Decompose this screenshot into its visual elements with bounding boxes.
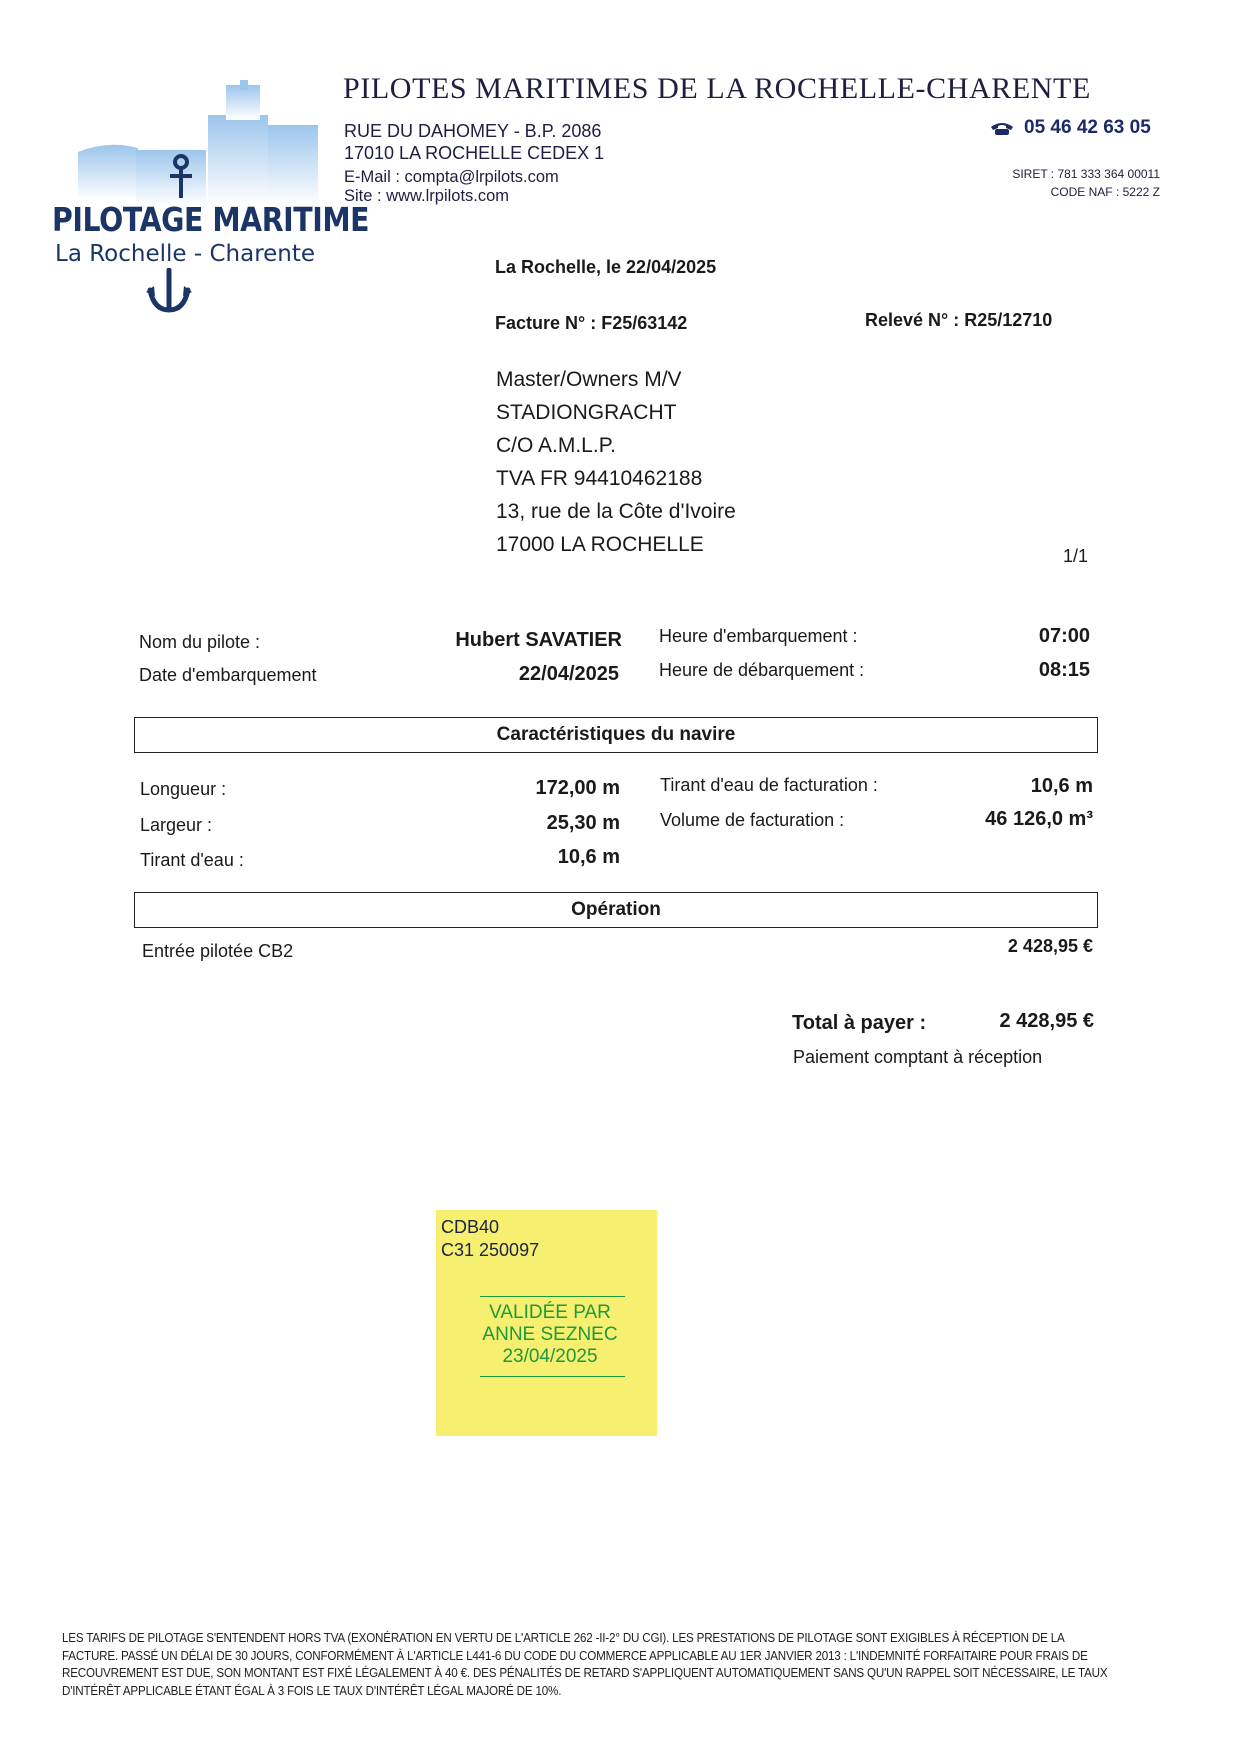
- logo-title: PILOTAGE MARITIME: [52, 200, 370, 239]
- address-line-2: 17010 LA ROCHELLE CEDEX 1: [344, 143, 605, 163]
- recipient-line: 13, rue de la Côte d'Ivoire: [496, 500, 736, 523]
- invoice-number: Facture N° : F25/63142: [495, 313, 688, 333]
- width-value: 25,30 m: [546, 812, 620, 834]
- total-label: Total à payer :: [792, 1012, 927, 1034]
- stamp-rule-bottom: [480, 1376, 625, 1377]
- code-naf: CODE NAF : 5222 Z: [1050, 185, 1160, 199]
- boarding-time-value: 07:00: [1038, 625, 1090, 647]
- address-line-1: RUE DU DAHOMEY - B.P. 2086: [344, 121, 602, 141]
- website[interactable]: Site : www.lrpilots.com: [344, 187, 510, 205]
- page-number: 1/1: [1063, 546, 1089, 566]
- billing-volume-value: 46 126,0 m³: [985, 808, 1093, 830]
- disembark-time-value: 08:15: [1038, 659, 1090, 681]
- statement-number: Relevé N° : R25/12710: [865, 310, 1053, 330]
- billing-draft-label: Tirant d'eau de facturation :: [660, 775, 878, 795]
- recipient-line: Master/Owners M/V: [496, 368, 682, 391]
- stamp-line-2: ANNE SEZNEC: [482, 1324, 618, 1345]
- draft-label: Tirant d'eau :: [140, 850, 244, 870]
- operation-amount: 2 428,95 €: [1007, 936, 1093, 956]
- recipient-line: STADIONGRACHT: [496, 401, 677, 424]
- vessel-section-header: [134, 717, 1098, 753]
- boarding-date-label: Date d'embarquement: [139, 665, 317, 685]
- telephone-icon: [990, 121, 1014, 135]
- sticky-note-line-1: CDB40: [441, 1217, 500, 1237]
- sticky-note-line-2: C31 250097: [441, 1240, 540, 1260]
- company-name: PILOTES MARITIMES DE LA ROCHELLE-CHARENTE: [343, 72, 1091, 105]
- billing-volume-label: Volume de facturation :: [660, 810, 845, 830]
- operation-section-title: Opération: [571, 899, 661, 920]
- phone-number[interactable]: 05 46 42 63 05: [1024, 117, 1151, 138]
- stamp-rule-top: [480, 1296, 625, 1297]
- draft-value: 10,6 m: [557, 846, 620, 868]
- vessel-section-title: Caractéristiques du navire: [496, 724, 736, 745]
- pilot-name-value: Hubert SAVATIER: [455, 629, 622, 651]
- anchor-icon: [146, 268, 192, 316]
- logo-subtitle: La Rochelle - Charente: [55, 241, 316, 267]
- recipient-line: 17000 LA ROCHELLE: [496, 533, 704, 556]
- recipient-line: C/O A.M.L.P.: [496, 434, 616, 457]
- boarding-date-value: 22/04/2025: [518, 663, 619, 685]
- boarding-time-label: Heure d'embarquement :: [659, 626, 858, 646]
- stamp-line-1: VALIDÉE PAR: [489, 1302, 611, 1323]
- billing-draft-value: 10,6 m: [1030, 775, 1093, 797]
- width-label: Largeur :: [140, 815, 213, 835]
- length-label: Longueur :: [140, 779, 227, 799]
- operation-section-header: [134, 892, 1098, 928]
- operation-label: Entrée pilotée CB2: [142, 941, 294, 961]
- recipient-line: TVA FR 94410462188: [496, 467, 703, 490]
- email[interactable]: E-Mail : compta@lrpilots.com: [344, 168, 559, 186]
- pilot-name-label: Nom du pilote :: [139, 632, 261, 652]
- validation-stamp: [470, 1302, 630, 1368]
- siret: SIRET : 781 333 364 00011: [1012, 167, 1160, 181]
- disembark-time-label: Heure de débarquement :: [659, 660, 865, 680]
- legal-footer: LES TARIFS DE PILOTAGE S'ENTENDENT HORS TVA (EXONÉRATION EN VERTU DE L'ARTICLE 262 -II-2° DU CGI). LES PRESTATIONS DE PILOTAGE SONT EXIGIBLES À RÉCEPTION DE LA FACTURE. PASSÉ UN DÉLAI DE 30 JOURS, CONFORMÉMENT À L'ARTICLE L441-6 DU CODE DU COMMERCE APPLICABLE AU 1ER JANVIER 2013 : L'INDEMNITÉ FORFAITAIRE POUR FRAIS DE RECOUVREMENT EST DUE, SON MONTANT EST FIXÉ LÉGALEMENT À 40 €. DES PÉNALITÉS DE RETARD S'APPLIQUENT AUTOMATIQUEMENT SANS QU'UN RAPPEL SOIT NÉCESSAIRE, LE TAUX D'INTÉRÊT APPLICABLE ÉTANT ÉGAL À 3 FOIS LE TAUX D'INTÉRÊT LÉGAL MAJORÉ DE 10%.: [62, 1631, 1108, 1698]
- length-value: 172,00 m: [535, 777, 620, 799]
- total-amount: 2 428,95 €: [999, 1010, 1094, 1032]
- stamp-line-3: 23/04/2025: [502, 1346, 598, 1367]
- payment-terms: Paiement comptant à réception: [793, 1047, 1043, 1067]
- place-date: La Rochelle, le 22/04/2025: [495, 257, 717, 277]
